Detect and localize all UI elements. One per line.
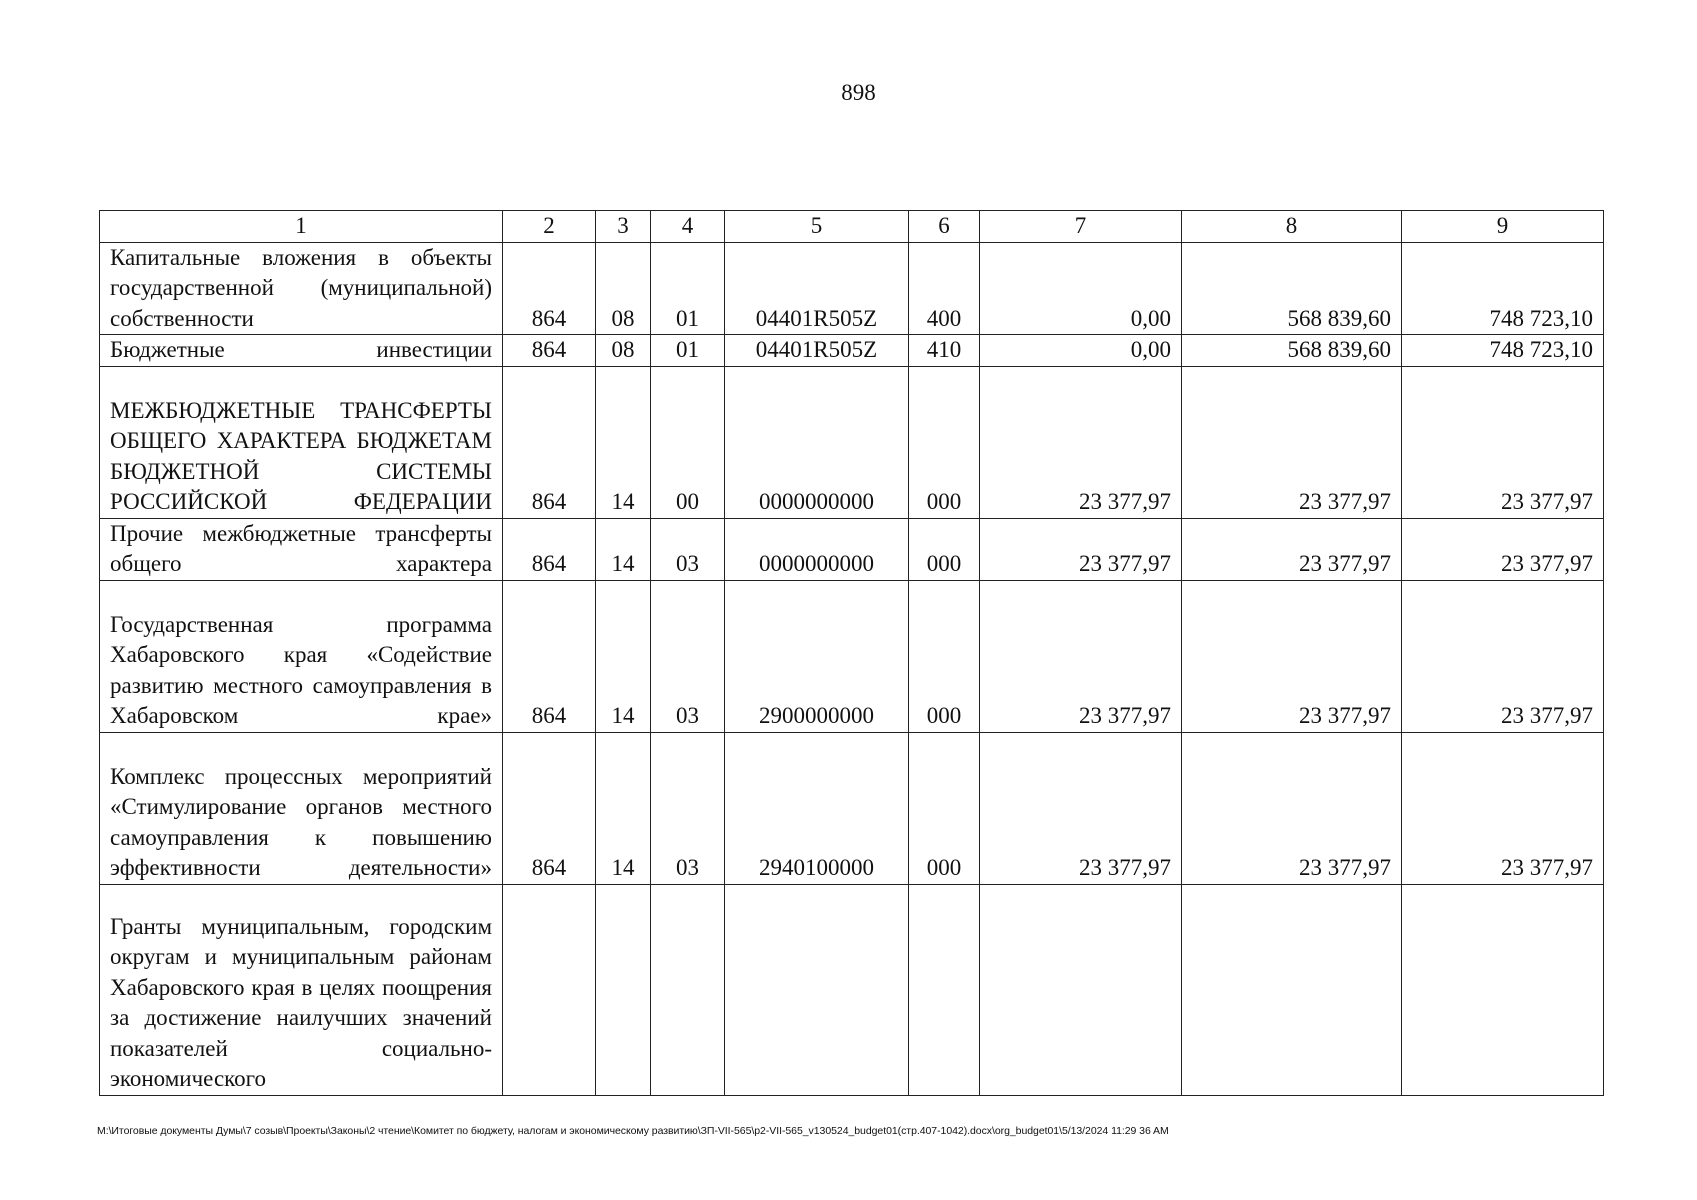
- cell-col-4: 03: [651, 518, 725, 580]
- table-row: [100, 732, 1604, 884]
- cell-col-5: 04401R505Z: [725, 335, 909, 367]
- cell-col-6: [909, 884, 980, 1095]
- cell-col-9: 23 377,97: [1402, 732, 1604, 884]
- cell-col-8: 23 377,97: [1182, 518, 1402, 580]
- column-header: 5: [725, 211, 909, 243]
- cell-col-9: 23 377,97: [1402, 518, 1604, 580]
- cell-col-5: 2940100000: [725, 732, 909, 884]
- column-header: 2: [503, 211, 596, 243]
- table-body: [100, 211, 1604, 1096]
- cell-col-9: 748 723,10: [1402, 335, 1604, 367]
- cell-col-4: 03: [651, 580, 725, 732]
- cell-col-8: 23 377,97: [1182, 732, 1402, 884]
- document-file-path: M:\Итоговые документы Думы\7 созыв\Проекты\Законы\2 чтение\Комитет по бюджету, налогам и экономическому развитию\ЗП-VII-565\p2-VII-565_v130524_budget01(стр.407-1042).docx\org_budget01\5/13/2024 11:29 36 AM: [97, 1125, 1169, 1137]
- cell-col-9: 23 377,97: [1402, 580, 1604, 732]
- cell-col-5: 04401R505Z: [725, 242, 909, 335]
- cell-col-3: 08: [596, 335, 651, 367]
- cell-col-7: [980, 884, 1182, 1095]
- column-header: 3: [596, 211, 651, 243]
- column-header: 8: [1182, 211, 1402, 243]
- column-header: 7: [980, 211, 1182, 243]
- cell-col-6: 000: [909, 580, 980, 732]
- row-description: Бюджетные инвестиции: [100, 335, 503, 367]
- table-row: [100, 366, 1604, 518]
- table-row: [100, 580, 1604, 732]
- table-row: [100, 335, 1604, 367]
- cell-col-7: 23 377,97: [980, 366, 1182, 518]
- cell-col-7: 23 377,97: [980, 518, 1182, 580]
- cell-col-5: [725, 884, 909, 1095]
- table-header-row: [100, 211, 1604, 243]
- table-row: [100, 884, 1604, 1095]
- cell-col-4: [651, 884, 725, 1095]
- cell-col-8: [1182, 884, 1402, 1095]
- cell-col-5: 2900000000: [725, 580, 909, 732]
- cell-col-2: 864: [503, 732, 596, 884]
- cell-col-5: 0000000000: [725, 366, 909, 518]
- cell-col-3: 14: [596, 518, 651, 580]
- budget-table: [99, 210, 1604, 1096]
- row-description: Государственная программа Хабаровского края «Содействие развитию местного самоуправления в Хабаровском крае»: [100, 580, 503, 732]
- cell-col-2: 864: [503, 518, 596, 580]
- cell-col-2: 864: [503, 580, 596, 732]
- table-row: [100, 518, 1604, 580]
- row-description: Прочие межбюджетные трансферты общего характера: [100, 518, 503, 580]
- cell-col-5: 0000000000: [725, 518, 909, 580]
- cell-col-6: 000: [909, 732, 980, 884]
- cell-col-7: 23 377,97: [980, 732, 1182, 884]
- cell-col-8: 568 839,60: [1182, 335, 1402, 367]
- cell-col-4: 03: [651, 732, 725, 884]
- cell-col-9: 748 723,10: [1402, 242, 1604, 335]
- cell-col-7: 0,00: [980, 335, 1182, 367]
- table-row: [100, 242, 1604, 335]
- column-header: 1: [100, 211, 503, 243]
- cell-col-4: 01: [651, 242, 725, 335]
- cell-col-3: 14: [596, 732, 651, 884]
- cell-col-3: 08: [596, 242, 651, 335]
- row-description: Гранты муниципальным, городским округам и муниципальным районам Хабаровского края в целях поощрения за достижение наилучших значений показателей социально-экономического: [100, 884, 503, 1095]
- cell-col-3: 14: [596, 366, 651, 518]
- cell-col-7: 23 377,97: [980, 580, 1182, 732]
- cell-col-9: 23 377,97: [1402, 366, 1604, 518]
- cell-col-8: 23 377,97: [1182, 366, 1402, 518]
- cell-col-9: [1402, 884, 1604, 1095]
- cell-col-6: 000: [909, 366, 980, 518]
- column-header: 6: [909, 211, 980, 243]
- cell-col-3: [596, 884, 651, 1095]
- cell-col-4: 01: [651, 335, 725, 367]
- cell-col-6: 400: [909, 242, 980, 335]
- cell-col-6: 410: [909, 335, 980, 367]
- column-header: 9: [1402, 211, 1604, 243]
- cell-col-8: 568 839,60: [1182, 242, 1402, 335]
- cell-col-2: 864: [503, 242, 596, 335]
- cell-col-6: 000: [909, 518, 980, 580]
- cell-col-2: 864: [503, 366, 596, 518]
- cell-col-7: 0,00: [980, 242, 1182, 335]
- cell-col-2: 864: [503, 335, 596, 367]
- cell-col-4: 00: [651, 366, 725, 518]
- cell-col-8: 23 377,97: [1182, 580, 1402, 732]
- row-description: Комплекс процессных мероприятий «Стимулирование органов местного самоуправления к повышению эффективности деятельности»: [100, 732, 503, 884]
- column-header: 4: [651, 211, 725, 243]
- cell-col-2: [503, 884, 596, 1095]
- row-description: МЕЖБЮДЖЕТНЫЕ ТРАНСФЕРТЫ ОБЩЕГО ХАРАКТЕРА БЮДЖЕТАМ БЮДЖЕТНОЙ СИСТЕМЫ РОССИЙСКОЙ ФЕДЕРАЦИИ: [100, 366, 503, 518]
- row-description: Капитальные вложения в объекты государственной (муниципальной) собственности: [100, 242, 503, 335]
- cell-col-3: 14: [596, 580, 651, 732]
- page-number: 898: [841, 80, 876, 105]
